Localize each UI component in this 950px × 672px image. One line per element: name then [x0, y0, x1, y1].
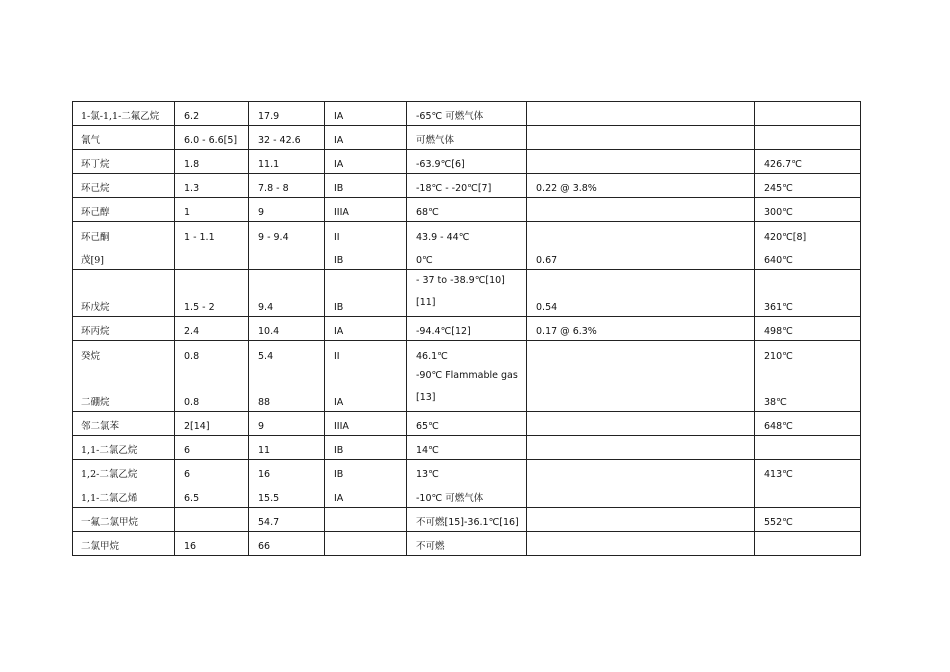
cell-auto	[755, 459, 861, 483]
cell-text: 361℃	[764, 302, 793, 313]
cell-text: 6.2	[184, 111, 200, 122]
cell-upper	[249, 222, 325, 246]
cell-text: 环己醇	[81, 207, 110, 218]
cell-upper	[249, 174, 325, 198]
cell-lower	[175, 102, 249, 126]
cell-text: IA	[334, 396, 344, 408]
cell-auto	[755, 174, 861, 198]
cell-auto	[755, 126, 861, 150]
cell-text: 0.8	[184, 396, 200, 408]
cell-text: 498℃	[764, 326, 793, 337]
cell-text: 16	[258, 469, 271, 480]
cell-mie	[527, 341, 755, 365]
cell-text: 420℃[8]	[764, 231, 807, 243]
cell-text: 茂[9]	[81, 255, 104, 266]
cell-auto	[755, 246, 861, 270]
cell-text: -63.9℃[6]	[416, 159, 465, 170]
cell-cls	[325, 411, 407, 435]
cell-name	[73, 507, 175, 531]
cell-mie	[527, 270, 755, 317]
cell-text: 15.5	[258, 492, 280, 504]
cell-text: IB	[334, 255, 344, 266]
cell-mie	[527, 102, 755, 126]
cell-cls	[325, 126, 407, 150]
cell-cls	[325, 270, 407, 317]
cell-lower	[175, 174, 249, 198]
cell-text: 426.7℃	[764, 159, 802, 170]
cell-text: -65℃ 可燃气体	[416, 111, 484, 122]
cell-mie	[527, 150, 755, 174]
cell-auto	[755, 150, 861, 174]
cell-text: 6	[184, 469, 191, 480]
cell-text: 6.5	[184, 492, 200, 504]
cell-cls	[325, 459, 407, 483]
cell-text: 2[14]	[184, 420, 210, 432]
cell-text: 7.8 - 8	[258, 183, 289, 194]
cell-name	[73, 102, 175, 126]
table-row	[73, 246, 861, 270]
table-row	[73, 317, 861, 341]
cell-text: 二氯甲烷	[81, 540, 120, 552]
cell-text: IB	[334, 469, 344, 480]
cell-text: 9	[258, 207, 265, 218]
cell-text: 6.0 - 6.6[5]	[184, 135, 238, 146]
cell-lower	[175, 507, 249, 531]
cell-text: 88	[258, 396, 271, 408]
cell-text: 二硼烷	[81, 396, 110, 408]
cell-mie	[527, 126, 755, 150]
cell-mie	[527, 483, 755, 507]
table-row	[73, 411, 861, 435]
cell-lower	[175, 270, 249, 317]
cell-text: 0.67	[536, 255, 558, 266]
cell-text: IA	[334, 135, 344, 146]
cell-text: 1.3	[184, 183, 200, 194]
cell-name	[73, 531, 175, 555]
cell-upper	[249, 341, 325, 365]
cell-mie	[527, 222, 755, 246]
cell-mie	[527, 198, 755, 222]
cell-flash	[407, 531, 527, 555]
cell-text: 32 - 42.6	[258, 135, 301, 146]
cell-cls	[325, 317, 407, 341]
table-row	[73, 222, 861, 246]
cell-text: II	[334, 350, 340, 362]
cell-text: 6	[184, 444, 191, 456]
cell-upper	[249, 198, 325, 222]
cell-text: 1,1-二氯乙烷	[81, 444, 138, 456]
cell-auto	[755, 483, 861, 507]
cell-text: 9	[258, 420, 265, 432]
cell-text: -90℃ Flammable gas [13]	[416, 369, 518, 403]
cell-text: 210℃	[764, 350, 793, 362]
cell-lower	[175, 317, 249, 341]
cell-upper	[249, 411, 325, 435]
cell-text: 环己烷	[81, 183, 110, 194]
cell-name	[73, 222, 175, 246]
cell-text: -10℃ 可燃气体	[416, 492, 484, 504]
cell-name	[73, 435, 175, 459]
cell-upper	[249, 102, 325, 126]
cell-text: 环丁烷	[81, 159, 110, 170]
cell-lower	[175, 150, 249, 174]
cell-text: 1 - 1.1	[184, 231, 215, 243]
cell-text: 2.4	[184, 326, 200, 337]
table-row	[73, 198, 861, 222]
cell-cls	[325, 483, 407, 507]
cell-upper	[249, 507, 325, 531]
cell-text: 0℃	[416, 255, 433, 266]
table-row	[73, 507, 861, 531]
cell-mie	[527, 246, 755, 270]
cell-name	[73, 174, 175, 198]
cell-mie	[527, 459, 755, 483]
cell-cls	[325, 102, 407, 126]
cell-text: 648℃	[764, 420, 793, 432]
cell-mie	[527, 411, 755, 435]
cell-flash	[407, 174, 527, 198]
cell-upper	[249, 126, 325, 150]
cell-text: IA	[334, 159, 344, 170]
cell-cls	[325, 222, 407, 246]
cell-mie	[527, 365, 755, 412]
cell-name	[73, 317, 175, 341]
cell-name	[73, 483, 175, 507]
cell-flash	[407, 435, 527, 459]
table-row	[73, 150, 861, 174]
cell-upper	[249, 365, 325, 412]
cell-auto	[755, 365, 861, 412]
cell-text: 16	[184, 540, 197, 552]
cell-lower	[175, 483, 249, 507]
table-row	[73, 531, 861, 555]
cell-flash	[407, 222, 527, 246]
flammability-table	[72, 101, 861, 556]
cell-name	[73, 150, 175, 174]
cell-text: 1.5 - 2	[184, 302, 215, 313]
cell-text: 不可燃	[416, 540, 445, 552]
cell-text: 0.54	[536, 302, 558, 313]
cell-name	[73, 198, 175, 222]
cell-text: 0.22 @ 3.8%	[536, 183, 597, 194]
cell-auto	[755, 531, 861, 555]
cell-text: 11	[258, 444, 271, 456]
table-row	[73, 126, 861, 150]
cell-name	[73, 270, 175, 317]
cell-text: IA	[334, 326, 344, 337]
cell-text: 640℃	[764, 255, 793, 266]
cell-text: 17.9	[258, 111, 280, 122]
cell-mie	[527, 174, 755, 198]
cell-auto	[755, 317, 861, 341]
cell-auto	[755, 222, 861, 246]
cell-text: 不可燃[15]-36.1℃[16]	[416, 516, 519, 528]
table-row	[73, 102, 861, 126]
cell-flash	[407, 102, 527, 126]
cell-text: -94.4℃[12]	[416, 326, 471, 337]
cell-lower	[175, 411, 249, 435]
cell-upper	[249, 150, 325, 174]
cell-cls	[325, 150, 407, 174]
cell-text: IIIA	[334, 207, 349, 218]
cell-cls	[325, 507, 407, 531]
cell-lower	[175, 222, 249, 246]
cell-text: IA	[334, 492, 344, 504]
cell-auto	[755, 198, 861, 222]
cell-name	[73, 246, 175, 270]
cell-flash	[407, 507, 527, 531]
cell-cls	[325, 198, 407, 222]
cell-lower	[175, 435, 249, 459]
cell-text: 9.4	[258, 302, 274, 313]
cell-upper	[249, 435, 325, 459]
cell-upper	[249, 459, 325, 483]
cell-text: 癸烷	[81, 350, 101, 362]
cell-flash	[407, 126, 527, 150]
cell-text: 13℃	[416, 469, 439, 480]
cell-text: - 37 to -38.9℃[10][11]	[416, 275, 505, 308]
cell-name	[73, 411, 175, 435]
cell-text: IIIA	[334, 420, 349, 432]
cell-text: 10.4	[258, 326, 280, 337]
cell-auto	[755, 435, 861, 459]
cell-text: II	[334, 231, 340, 243]
cell-text: 可燃气体	[416, 135, 455, 146]
cell-text: 68℃	[416, 207, 439, 218]
cell-text	[527, 553, 754, 555]
cell-flash	[407, 270, 527, 317]
cell-text: 1-氯-1,1-二氟乙烷	[81, 111, 160, 122]
table-row	[73, 459, 861, 483]
cell-flash	[407, 483, 527, 507]
cell-cls	[325, 174, 407, 198]
cell-text: 66	[258, 540, 271, 552]
cell-lower	[175, 365, 249, 412]
cell-lower	[175, 531, 249, 555]
cell-cls	[325, 365, 407, 412]
cell-text: 38℃	[764, 396, 787, 408]
cell-text: IB	[334, 444, 344, 456]
cell-auto	[755, 102, 861, 126]
table-row	[73, 270, 861, 317]
cell-text: 46.1℃	[416, 350, 448, 362]
cell-mie	[527, 317, 755, 341]
cell-text: 14℃	[416, 444, 439, 456]
cell-upper	[249, 246, 325, 270]
cell-upper	[249, 483, 325, 507]
table-row	[73, 483, 861, 507]
cell-text: IB	[334, 302, 344, 313]
cell-text: 413℃	[764, 469, 793, 480]
table-row	[73, 174, 861, 198]
cell-text: 邻二氯苯	[81, 420, 120, 432]
cell-text: 环己酮	[81, 231, 110, 243]
cell-mie	[527, 435, 755, 459]
cell-text: 0.17 @ 6.3%	[536, 326, 597, 337]
cell-flash	[407, 246, 527, 270]
cell-lower	[175, 341, 249, 365]
cell-text: 11.1	[258, 159, 280, 170]
cell-lower	[175, 246, 249, 270]
cell-upper	[249, 270, 325, 317]
cell-auto	[755, 341, 861, 365]
cell-name	[73, 126, 175, 150]
cell-text	[325, 553, 406, 555]
cell-text: 1	[184, 207, 191, 218]
cell-text: 1,1-二氯乙烯	[81, 492, 138, 504]
cell-upper	[249, 317, 325, 341]
cell-flash	[407, 411, 527, 435]
cell-flash	[407, 365, 527, 412]
cell-auto	[755, 507, 861, 531]
cell-mie	[527, 531, 755, 555]
cell-lower	[175, 126, 249, 150]
cell-text: 65℃	[416, 420, 439, 432]
cell-flash	[407, 150, 527, 174]
cell-text: IA	[334, 111, 344, 122]
cell-upper	[249, 531, 325, 555]
cell-text: 5.4	[258, 350, 274, 362]
cell-text: 9 - 9.4	[258, 231, 289, 243]
cell-flash	[407, 317, 527, 341]
table-row	[73, 435, 861, 459]
cell-text: 环丙烷	[81, 326, 110, 337]
cell-mie	[527, 507, 755, 531]
cell-text: 0.8	[184, 350, 200, 362]
cell-text: IB	[334, 183, 344, 194]
cell-auto	[755, 411, 861, 435]
cell-text: 43.9 - 44℃	[416, 231, 470, 243]
cell-text: 1,2-二氯乙烷	[81, 469, 138, 480]
cell-name	[73, 459, 175, 483]
cell-text	[755, 553, 860, 555]
table-row	[73, 341, 861, 365]
cell-text: 一氟二氯甲烷	[81, 516, 139, 528]
cell-text: 245℃	[764, 183, 793, 194]
cell-flash	[407, 341, 527, 365]
cell-text: 环戊烷	[81, 302, 110, 313]
cell-cls	[325, 435, 407, 459]
cell-lower	[175, 459, 249, 483]
cell-cls	[325, 246, 407, 270]
cell-text: 552℃	[764, 516, 793, 528]
cell-auto	[755, 270, 861, 317]
cell-text: 1.8	[184, 159, 200, 170]
cell-flash	[407, 198, 527, 222]
cell-text: 300℃	[764, 207, 793, 218]
cell-text: 氰气	[81, 135, 101, 146]
cell-lower	[175, 198, 249, 222]
table-row	[73, 365, 861, 412]
cell-text: 54.7	[258, 516, 280, 528]
cell-name	[73, 341, 175, 365]
cell-flash	[407, 459, 527, 483]
cell-text: -18℃ - -20℃[7]	[416, 183, 492, 194]
cell-cls	[325, 341, 407, 365]
cell-cls	[325, 531, 407, 555]
cell-name	[73, 365, 175, 412]
